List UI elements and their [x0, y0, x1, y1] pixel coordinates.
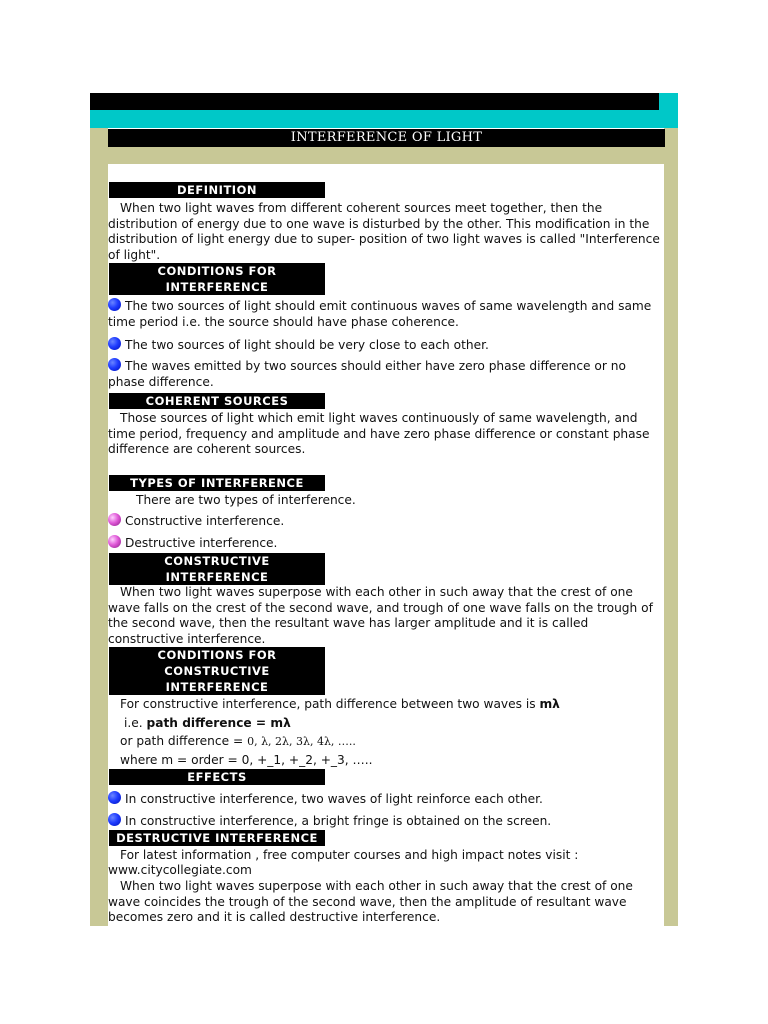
- cc-line-1: [120, 697, 660, 713]
- effect-1: In constructive interference, two waves of light reinforce each other.: [125, 792, 543, 806]
- title-underband: [108, 147, 665, 164]
- list-item: [108, 813, 660, 830]
- cc-line-3: [120, 734, 660, 750]
- heading-conditions: [109, 263, 325, 295]
- list-item: [108, 358, 660, 390]
- cc-line-2-bold: path difference = mλ: [146, 716, 291, 730]
- heading-types: TYPES OF INTERFERENCE: [109, 475, 325, 491]
- condition-3: The waves emitted by two sources should either have zero phase difference or no phase difference.: [108, 359, 626, 389]
- heading-cc-line2: CONSTRUCTIVE: [164, 664, 270, 678]
- effect-2: In constructive interference, a bright fringe is obtained on the screen.: [125, 814, 552, 828]
- cyan-band: [90, 110, 678, 128]
- cc-line-4-text: where m = order = 0, +_1, +_2, +_3, …..: [120, 753, 373, 767]
- cc-line-1-symbol: mλ: [539, 697, 560, 711]
- condition-2: The two sources of light should be very close to each other.: [125, 338, 489, 352]
- condition-1: The two sources of light should emit continuous waves of same wavelength and same time period i.e. the source should have phase coherence.: [108, 299, 652, 329]
- cc-line-3-values: 0, λ, 2λ, 3λ, 4λ, …..: [247, 735, 356, 748]
- heading-cc-line1: CONDITIONS FOR: [157, 648, 277, 662]
- cc-line-2-prefix: i.e.: [124, 716, 147, 730]
- blue-bullet-icon: [108, 791, 121, 804]
- blue-bullet-icon: [108, 358, 121, 371]
- cc-line-3-text: or path difference =: [120, 734, 248, 748]
- list-item: [108, 337, 660, 354]
- heading-constructive: [109, 553, 325, 585]
- list-item: [108, 535, 660, 552]
- list-item: [108, 791, 660, 808]
- list-item: [108, 513, 660, 530]
- destructive-text: When two light waves superpose with each other in such away that the crest of one wave coincides the trough of the second wave, then the amplitude of resultant wave becomes zero and it is called destructive interference.: [108, 879, 633, 924]
- blue-bullet-icon: [108, 337, 121, 350]
- promo-url[interactable]: www.citycollegiate.com: [108, 863, 252, 877]
- list-item: [108, 298, 660, 330]
- heading-constructive-line2: INTERFERENCE: [165, 570, 269, 584]
- top-black-bar: [90, 93, 678, 110]
- type-1: Constructive interference.: [125, 514, 285, 528]
- heading-effects: EFFECTS: [109, 769, 325, 785]
- types-intro: There are two types of interference.: [136, 493, 356, 507]
- cc-line-4: [120, 753, 660, 769]
- blue-bullet-icon: [108, 298, 121, 311]
- blue-bullet-icon: [108, 813, 121, 826]
- heading-cc-line3: INTERFERENCE: [165, 680, 269, 694]
- type-2: Destructive interference.: [125, 536, 278, 550]
- heading-destructive: DESTRUCTIVE INTERFERENCE: [109, 830, 325, 846]
- constructive-text: When two light waves superpose with each other in such away that the crest of one wave falls on the crest of the second wave, and trough of one wave falls on the trough of the second wave, then the resultant wave has larger amplitude and it is called constructive interference.: [108, 585, 653, 646]
- top-cyan-corner: [659, 93, 678, 110]
- heading-constructive-line1: CONSTRUCTIVE: [164, 554, 270, 568]
- pink-bullet-icon: [108, 535, 121, 548]
- heading-conditions-line1: CONDITIONS FOR: [157, 264, 277, 278]
- heading-coherent: COHERENT SOURCES: [109, 393, 325, 409]
- cc-line-1-text: For constructive interference, path difference between two waves is: [120, 697, 540, 711]
- definition-text: When two light waves from different coherent sources meet together, then the distribution of energy due to one wave is disturbed by the other. This modification in the distribution of light energy due to super- position of two light waves is called "Interference of light".: [108, 201, 660, 262]
- cc-line-2: [124, 716, 660, 732]
- coherent-text: Those sources of light which emit light waves continuously of same wavelength, and time period, frequency and amplitude and have zero phase difference or constant phase difference are coherent sources.: [108, 411, 650, 456]
- heading-conditions-line2: INTERFERENCE: [165, 280, 269, 294]
- pink-bullet-icon: [108, 513, 121, 526]
- promo-text: For latest information , free computer courses and high impact notes visit :: [120, 848, 579, 862]
- page-title: INTERFERENCE OF LIGHT: [108, 129, 665, 147]
- heading-definition: DEFINITION: [109, 182, 325, 198]
- heading-conditions-constructive: [109, 647, 325, 695]
